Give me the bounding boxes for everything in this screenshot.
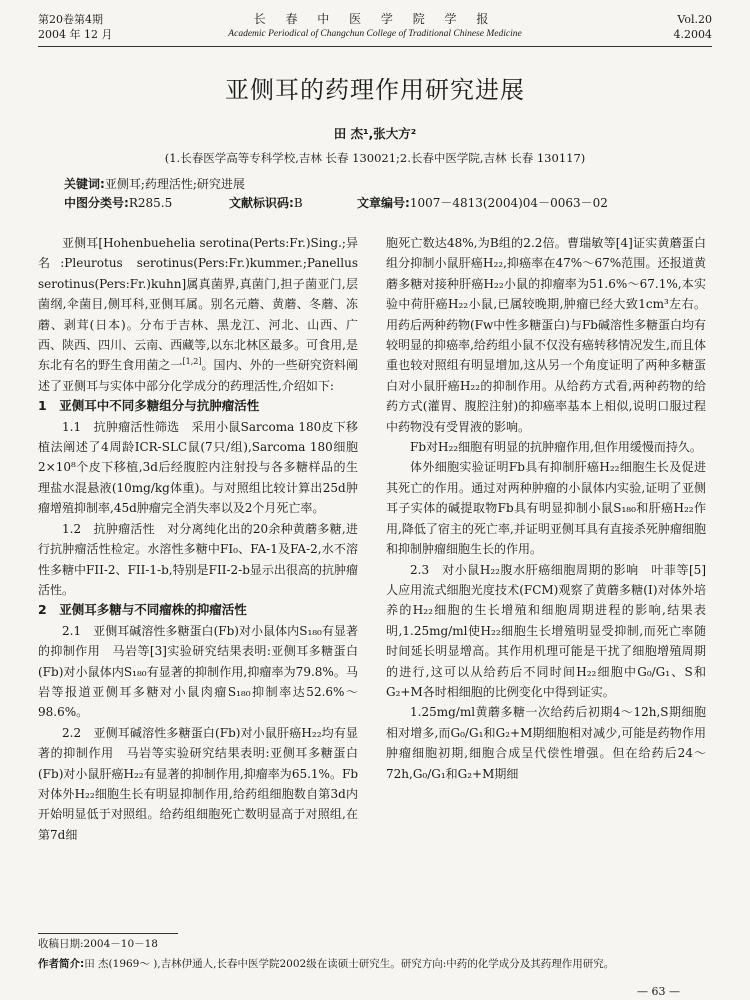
section-2-3 [386,560,706,703]
section-1-1-heading: 1.1 抗肿瘤活性筛选 [62,419,180,434]
received-date: 收稿日期:2004－10－18 [38,938,158,950]
article-cell [357,194,608,212]
right-paragraph-2: Fb对H₂₂细胞有明显的抗肿瘤作用,但作用缓慢而持久。 [410,440,702,455]
section-1-1-body: 采用小鼠Sarcoma 180皮下移植法阐述了4周龄ICR-SLC鼠(7只/组),Sarcoma 180细胞2×10⁸个皮下移植,3d后经腹腔内注射投与各多糖样品的生理盐水混悬液(10mg/kg体重)。与对照组比较计算出25d肿瘤增殖抑制率,45d肿瘤完全消失率以及2个月死亡率。 [38,419,358,516]
section-2-2-body: 马岩等实验研究结果表明:亚侧耳多糖蛋白(Fb)对小鼠肝癌H₂₂有显著的抑制作用,抑瘤率为65.1%。Fb对体外H₂₂细胞生长有明显抑制作用,给药组细胞数自第3d内开始明显低于对照组。给药组细胞死亡数明显高于对照组,在第7d细 [38,746,358,842]
issue-en: 4.2004 [673,28,712,41]
header-issue [674,12,713,42]
right-paragraph-3: 体外细胞实验证明Fb具有抑制肝癌H₂₂细胞生长及促进其死亡的作用。通过对两种肿瘤的小鼠体内实验,证明了亚侧耳子实体的碱提取物Fb具有明显抑制小鼠S₁₈₀和肝癌H₂₂作用,降低了宿主的死亡率,并证明亚侧耳具有直接杀死肿瘤细胞和抑制肿瘤细胞生长的作用。 [386,460,706,557]
footnote-rule [38,933,178,934]
section-2-3-heading: 2.3 对小鼠H₂₂腹水肝癌细胞周期的影响 [410,562,639,577]
paper-title: 亚侧耳的药理作用研究进展 [225,76,525,104]
section-2-2-heading: 2.2 亚侧耳碱溶性多糖蛋白(Fb)对小鼠肝癌H₂₂均有显著的抑制作用 [38,725,358,761]
header-journal [150,12,600,42]
intro-paragraph [38,233,358,396]
section-1-2-body: 对分离纯化出的20余种黄蘑多糖,进行抗肿瘤活性检定。水溶性多糖中FI₀、FA-1及FA-2,水不溶性多糖中FII-2、FII-1-b,特别是FII-2-b显示出很高的抗肿瘤活性。 [38,521,358,597]
doc-cell [229,194,357,212]
left-column [38,233,358,845]
right-paragraph-1: 胞死亡数达48%,为B组的2.2倍。曹瑞敏等[4]证实黄蘑蛋白组分抑制小鼠肝癌H₂₂,抑癌率在47%～67%范围。还报道黄蘑多糖对接种肝癌H₂₂小鼠的抑瘤率为51.6%～67.1%,本实验中荷肝癌H₂₂小鼠,已属较晚期,肿瘤已经大致1cm³左右。用药后两种药物(Fw中性多糖蛋白)与Fb碱溶性多糖蛋白均有较明显的抑癌率,给药组小鼠不仅没有癌转移情况发生,而且体重也较对照组有明显增加,这从另一个角度证明了两种多糖蛋白对小鼠肝癌H₂₂的抑制作用。从给药方式看,两种药物的给药方式(灌胃、腹腔注射)的抑癌率基本上相似,说明口服过程中药物没有受胃液的影响。 [386,236,706,434]
clc-label: 中图分类号: [64,196,129,210]
header-volume [38,12,112,42]
keywords-line [64,175,245,193]
classification-line [64,194,704,212]
article-number: 1007－4813(2004)04－0063－02 [409,196,608,210]
section-2-heading: 2 亚侧耳多糖与不同瘤株的抑瘤活性 [38,602,247,618]
vol-en: Vol.20 [677,13,712,26]
intro-text: 亚侧耳[Hohenbuehelia serotina(Perts:Fr.)Sing.;异名:Pleurotus serotinus(Pers:Fr.)kummer.;Panellus serotinus(Pers:Fr.)kuhn]属真菌界,真菌门,担子菌亚门,层菌纲,伞菌目,侧耳科,亚侧耳属。别名元蘑、黄蘑、冬蘑、冻蘑、剥茸(日本)。分布于吉林、黑龙江、河北、山西、广西、陕西、四川、云南、西藏等,以东北林区最多。可食用,是东北有名的野生食用菌之一 [38,236,358,373]
author-bio [38,956,614,972]
clc-code: R285.5 [128,196,173,210]
section-2-3-body: 叶菲等[5]人应用流式细胞光度技术(FCM)观察了黄蘑多糖(Ⅰ)对体外培养的H₂₂细胞的生长增殖和细胞周期进程的影响,结果表明,1.25mg/ml使H₂₂细胞生长增殖明显受抑制,而死亡率随时间延长明显增高。其作用机理可能是干扰了细胞增殖周期的进行,这可以从给药后不同时间H₂₂细胞中G₀/G₁、S和G₂+M各时相细胞的比例变化中得到证实。 [386,562,706,699]
section-1-heading: 1 亚侧耳中不同多糖组分与抗肿瘤活性 [38,398,260,414]
authors: 田 杰¹,张大方² [333,126,417,141]
keywords-label: 关键词: [64,177,105,191]
section-1-2-heading: 1.2 抗肿瘤活性 [62,521,155,536]
journal-en: Academic Periodical of Changchun College of Traditional Chinese Medicine [228,29,522,39]
volume-cn: 第20卷第4期 [38,13,103,26]
section-2-2 [38,723,358,845]
doc-label: 文献标识码: [229,196,294,210]
affiliation: (1.长春医学高等专科学校,吉林 长春 130021;2.长春中医学院,吉林 长春 130117) [164,151,586,165]
author-bio-text: 田 杰(1969～ ),吉林伊通人,长春中医学院2002级在读硕士研究生。研究方向:中药的化学成分及其药理作用研究。 [84,958,615,970]
author-bio-label: 作者简介: [38,958,85,970]
date-cn: 2004 年 12 月 [38,28,113,41]
section-1-1 [38,417,358,519]
journal-cn: 长 春 中 医 学 院 学 报 [253,12,497,26]
page-number: — 63 — [637,985,680,998]
clc-cell [64,194,229,212]
section-2-1-heading: 2.1 亚侧耳碱溶性多糖蛋白(Fb)对小鼠体内S₁₈₀有显著的抑制作用 [38,623,358,659]
header-rule [38,46,712,47]
right-column [386,233,706,784]
section-2-1-body: 马岩等[3]实验研究结果表明:亚侧耳多糖蛋白(Fb)对小鼠体内S₁₈₀有显著的抑制作用,抑瘤率为79.8%。马岩等报道亚侧耳多糖对小鼠肉瘤S₁₈₀抑制率达52.6%～98.6%。 [38,644,358,720]
article-label: 文章编号: [357,196,410,210]
section-2-1 [38,621,358,723]
intro-ref: [1,2] [182,357,202,367]
section-1-2 [38,519,358,601]
keywords: 亚侧耳;药理活性;研究进展 [104,177,245,191]
doc-code: B [293,196,303,210]
intro-tail: 。国内、外的一些研究资料阐述了亚侧耳与实体中部分化学成分的药理活性,介绍如下: [38,358,358,393]
right-paragraph-4: 1.25mg/ml黄蘑多糖一次给药后初期4～12h,S期细胞相对增多,而G₀/G₁和G₂+M期细胞相对减少,可能是药物作用肿瘤细胞初期,细胞合成呈代偿性增强。但在给药后24～72h,G₀/G₁和G₂+M期细 [386,705,706,781]
